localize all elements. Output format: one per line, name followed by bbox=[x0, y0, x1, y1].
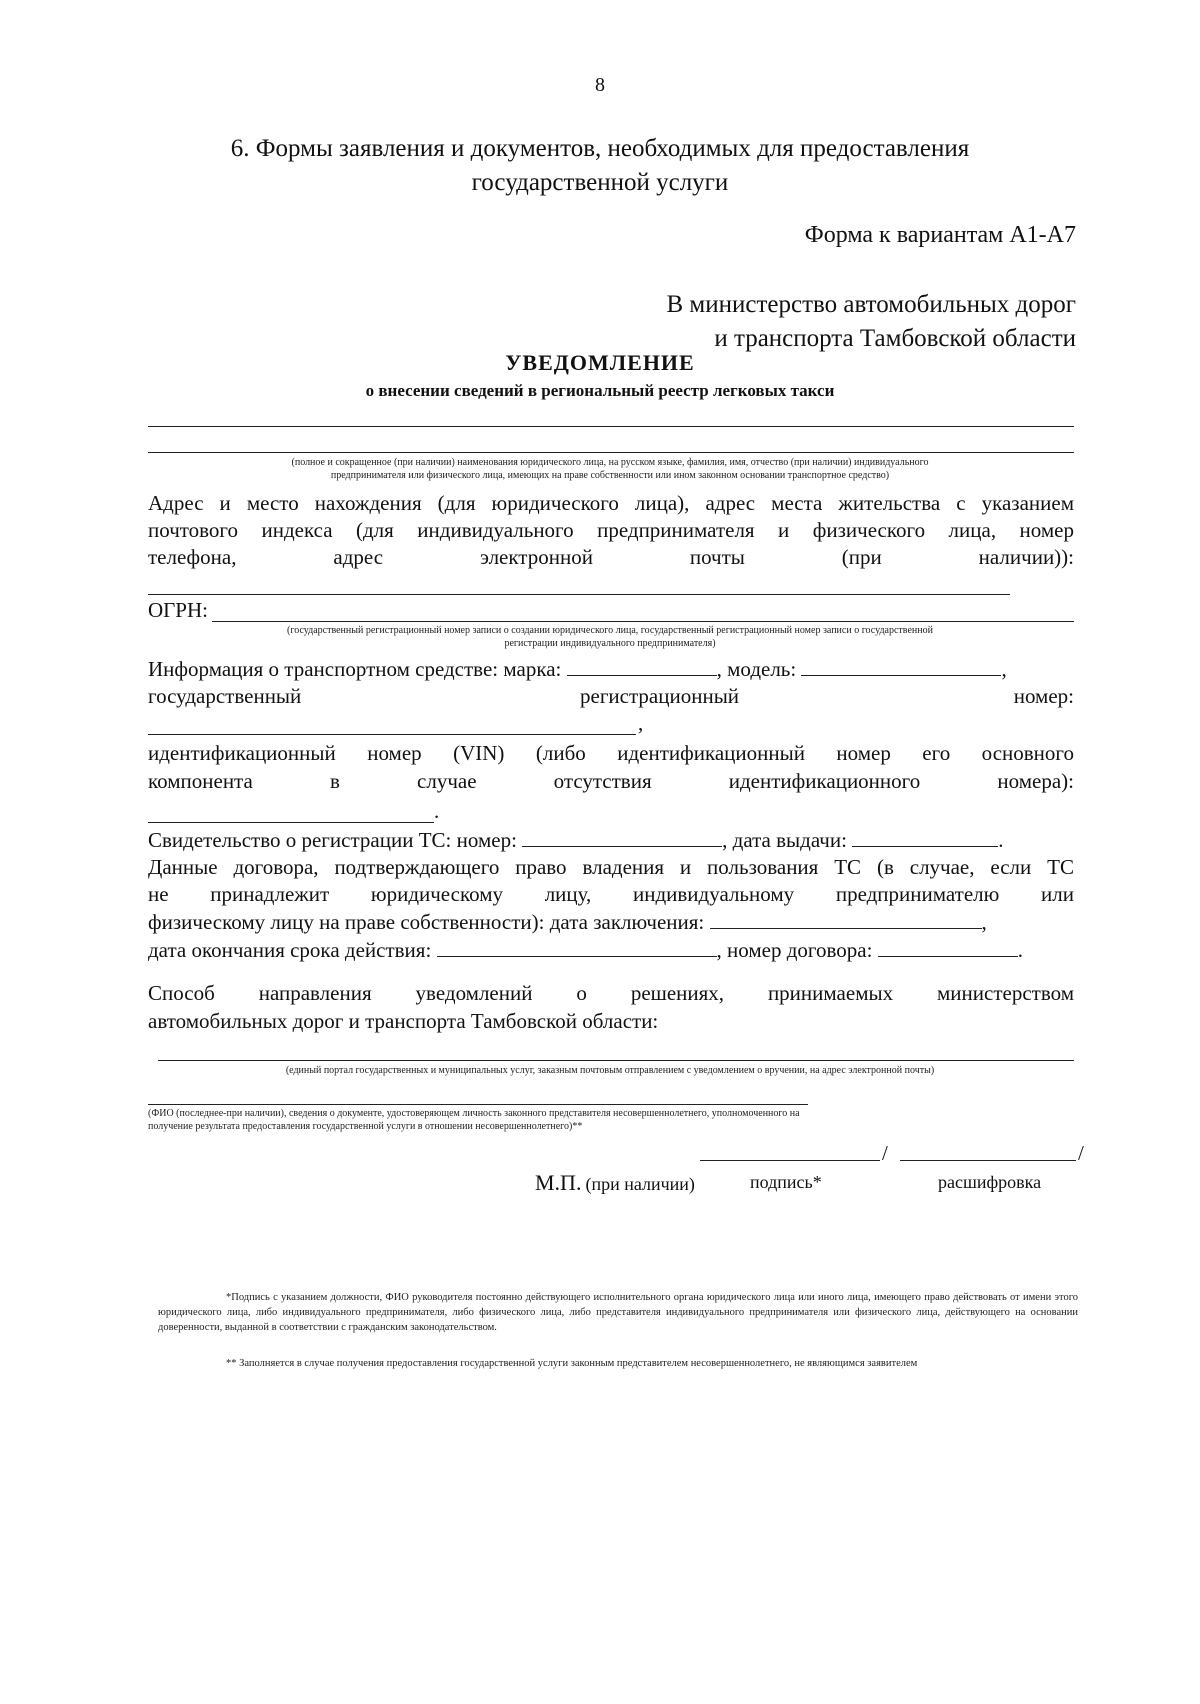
expiry-date-input[interactable] bbox=[437, 936, 717, 957]
vin-line-2: компонента в случае отсутствия идентификационного номера): bbox=[148, 769, 1074, 793]
signature-slash-1: / bbox=[882, 1141, 888, 1165]
contract-line-1: Данные договора, подтверждающего право владения и пользования ТС (в случае, если ТС bbox=[148, 855, 1074, 879]
method-line-1: Способ направления уведомлений о решениях, принимаемых министерством bbox=[148, 981, 1074, 1005]
number-word: номер: bbox=[1013, 684, 1074, 708]
address-input-line[interactable] bbox=[148, 594, 1010, 595]
addressee bbox=[667, 288, 1077, 356]
applicant-note bbox=[140, 456, 1080, 482]
representative-input-line[interactable] bbox=[148, 1104, 808, 1105]
section-title bbox=[150, 132, 1050, 200]
vin-period: . bbox=[434, 799, 440, 823]
stamp-label bbox=[535, 1170, 695, 1196]
address-line-2: почтового индекса (для индивидуального предпринимателя и физического лица, номер bbox=[148, 518, 1074, 542]
certificate-line: Свидетельство о регистрации ТС: номер: , дата выдачи: . bbox=[148, 828, 1004, 852]
decoding-input-line[interactable] bbox=[900, 1160, 1076, 1161]
addressee-line-1: В министерство автомобильных дорог bbox=[666, 291, 1076, 318]
footnote-2: ** Заполняется в случае получения предоставления государственной услуги законным представителем несовершеннолетнего, не являющимся заявителем bbox=[226, 1358, 918, 1369]
mp-note: (при наличии) bbox=[585, 1174, 695, 1194]
brand-input[interactable] bbox=[567, 655, 717, 676]
representative-note bbox=[148, 1107, 1080, 1133]
form-variant-label: Форма к вариантам А1-А7 bbox=[804, 222, 1076, 248]
contract-number-label: , номер договора: bbox=[716, 938, 873, 962]
vin-input-line[interactable] bbox=[148, 822, 434, 823]
vehicle-info-line: Информация о транспортном средстве: марка: , модель: , bbox=[148, 657, 1007, 681]
registration-number-input[interactable] bbox=[148, 734, 636, 735]
vin-line-1: идентификационный номер (VIN) (либо идентификационный номер его основного bbox=[148, 741, 1074, 765]
vehicle-info-label: Информация о транспортном средстве: марка: bbox=[148, 657, 562, 681]
registration-number-comma: , bbox=[638, 711, 644, 735]
ogrn-note-line-1: (государственный регистрационный номер записи о создании юридического лица, государственный регистрационный номер записи о государственной bbox=[287, 625, 933, 636]
signature-slash-2: / bbox=[1078, 1141, 1084, 1165]
state-word: государственный bbox=[148, 684, 302, 708]
expiry-label: дата окончания срока действия: bbox=[148, 938, 432, 962]
model-input[interactable] bbox=[801, 655, 1001, 676]
issue-date-label: , дата выдачи: bbox=[722, 828, 847, 852]
mp-label: М.П. bbox=[535, 1170, 582, 1195]
ogrn-note-line-2: регистрации индивидуального предпринимателя) bbox=[504, 638, 716, 649]
decoding-label: расшифровка bbox=[938, 1172, 1042, 1192]
section-title-line-1: 6. Формы заявления и документов, необходимых для предоставления bbox=[230, 135, 970, 162]
method-input-line[interactable] bbox=[158, 1060, 1074, 1061]
contract-line-3: физическому лицу на праве собственности): дата заключения: , bbox=[148, 910, 987, 934]
ogrn-input-line[interactable] bbox=[212, 621, 1074, 622]
signature-label: подпись* bbox=[750, 1172, 822, 1192]
model-label: , модель: bbox=[716, 657, 797, 681]
issue-date-input[interactable] bbox=[852, 826, 998, 847]
contract-line-4: дата окончания срока действия: , номер договора: . bbox=[148, 938, 1023, 962]
contract-date-input[interactable] bbox=[710, 908, 982, 929]
representative-note-line-1: (ФИО (последнее-при наличии), сведения о документе, удостоверяющем личность законного представителя несовершеннолетнего, уполномоченного на bbox=[148, 1108, 800, 1119]
applicant-name-line-2[interactable] bbox=[148, 452, 1074, 453]
applicant-note-line-2: предпринимателя или физического лица, имеющих на праве собственности или ином законном основании транспортное средство) bbox=[330, 470, 890, 481]
notice-title: УВЕДОМЛЕНИЕ bbox=[505, 350, 695, 375]
footnote-1: *Подпись с указанием должности, ФИО руководителя постоянно действующего исполнительного органа юридического лица или иного лица, имеющего право действовать от имени этого юридического лица, либо индивидуального предпринимателя, либо физического лица, либо представителя индивидуального предпринимателя или физического лица, действующего на основании доверенности, выданной в соответствии с гражданским законодательством. bbox=[158, 1292, 1078, 1333]
ogrn-label: ОГРН: bbox=[148, 598, 208, 622]
page-number: 8 bbox=[595, 74, 605, 96]
method-line-2: автомобильных дорог и транспорта Тамбовской области: bbox=[148, 1009, 659, 1033]
method-note: (единый портал государственных и муниципальных услуг, заказным почтовым отправлением с уведомлением о вручении, на адрес электронной почты) bbox=[285, 1065, 935, 1076]
address-line-1: Адрес и место нахождения (для юридического лица), адрес места жительства с указанием bbox=[148, 491, 1074, 515]
ogrn-note bbox=[140, 624, 1080, 650]
applicant-note-line-1: (полное и сокращенное (при наличии) наименования юридического лица, на русском языке, фамилия, имя, отчество (при наличии) индивидуального bbox=[291, 457, 929, 468]
addressee-line-2: и транспорта Тамбовской области bbox=[714, 325, 1076, 352]
contract-date-label: физическому лицу на праве собственности): дата заключения: bbox=[148, 910, 705, 934]
applicant-name-line-1[interactable] bbox=[148, 426, 1074, 427]
address-line-3: телефона, адрес электронной почты (при наличии)): bbox=[148, 545, 1074, 569]
contract-number-input[interactable] bbox=[878, 936, 1018, 957]
certificate-label: Свидетельство о регистрации ТС: номер: bbox=[148, 828, 517, 852]
signature-input-line[interactable] bbox=[700, 1160, 880, 1161]
section-title-line-2: государственной услуги bbox=[471, 169, 729, 196]
registration-word: регистрационный bbox=[580, 684, 740, 708]
certificate-number-input[interactable] bbox=[522, 826, 722, 847]
contract-line-2: не принадлежит юридическому лицу, индивидуальному предпринимателю или bbox=[148, 882, 1074, 906]
representative-note-line-2: получение результата предоставления государственной услуги в отношении несовершеннолетнего)** bbox=[148, 1121, 583, 1132]
notice-subtitle: о внесении сведений в региональный реестр легковых такси bbox=[365, 381, 835, 400]
